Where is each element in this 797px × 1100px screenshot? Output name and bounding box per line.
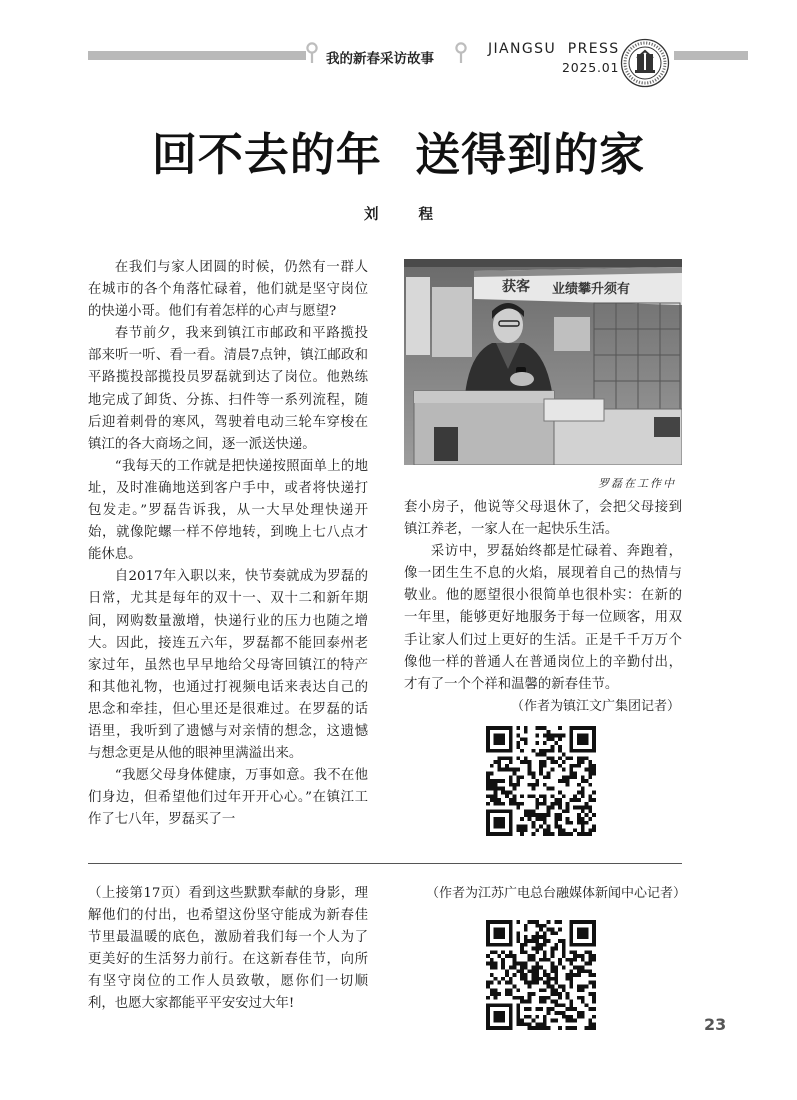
- article-author: 刘 程: [363, 207, 444, 223]
- pin-icon: [306, 42, 318, 64]
- issue-number: 2025.01: [562, 60, 620, 75]
- journal-name: JIANGSU PRESS: [488, 41, 620, 57]
- paragraph: 套小房子，他说等父母退休了，会把父母接到镇江养老，一家人在一起快乐生活。: [404, 500, 682, 538]
- article-title: 回不去的年 送得到的家: [151, 128, 646, 181]
- header-bar-left: [88, 51, 306, 60]
- banner-text: 获客: [502, 279, 530, 295]
- paragraph: 采访中，罗磊始终都是忙碌着、奔跑着，像一团生生不息的火焰，展现着自己的热情与敬业。他的愿望很小很简单也很朴实：在新的一年里，能够更好地服务于每一位顾客，用双手让家人们过上更好的生活。正是千千万万个像他一样的普通人在普通岗位上的辛勤付出，才有了一个个祥和温馨的新春佳节。: [404, 544, 682, 692]
- section-label: 我的新春采访故事: [326, 51, 434, 67]
- paragraph: （上接第17页）看到这些默默奉献的身影，理解他们的付出，也希望这份坚守能成为新春佳节里最温暖的底色，激励着我们每一个人为了更美好的生活努力前行。在这新春佳节，向所有坚守岗位的工作人员致敬，愿你们一切顺利，也愿大家都能平平安安过大年!: [88, 886, 368, 1012]
- page-number: 23: [704, 1015, 727, 1034]
- paragraph: “我每天的工作就是把快递按照面单上的地址，及时准确地送到客户手中，或者将快递打包发走。”罗磊告诉我，从一大早处理快递开始，就像陀螺一样不停地转，到晚上七八点才能休息。: [88, 458, 368, 563]
- paragraph: 春节前夕，我来到镇江市邮政和平路揽投部来听一听、看一看。清晨7点钟，镇江邮政和平路揽投部揽投员罗磊就到达了岗位。他熟练地完成了卸货、分拣、扫件等一系列流程，随后迎着刺骨的寒风，驾驶着电动三轮车穿梭在镇江的各大商场之间，逐一派送快递。: [88, 326, 368, 452]
- author-note: （作者为江苏广电总台融媒体新闻中心记者）: [425, 886, 686, 901]
- article-photo: [404, 259, 682, 465]
- banner-text: 业绩攀升须有: [552, 282, 631, 297]
- paragraph: 在我们与家人团圆的时候，仍然有一群人在城市的各个角落忙碌着，他们就是坚守岗位的快递小哥。他们有着怎样的心声与愿望?: [88, 260, 368, 320]
- article-body-right: [404, 497, 682, 696]
- pin-icon: [455, 42, 467, 64]
- header-bar-right: [674, 51, 748, 60]
- continued-text: [88, 883, 368, 1016]
- paragraph: 自2017年入职以来，快节奏就成为罗磊的日常，尤其是每年的双十一、双十二和新年期间，网购数量激增，快递行业的压力也随之增大。因此，接连五六年，罗磊都不能回泰州老家过年，虽然也早早地给父母寄回镇江的特产和其他礼物，也通过打视频电话来表达自己的思念和牵挂，但心里还是很难过。在罗磊的话语里，我听到了遗憾与对亲情的想念，这遗憾与想念更是从他的眼神里满溢出来。: [88, 569, 368, 762]
- author-note: （作者为镇江文广集团记者）: [510, 699, 680, 714]
- section-divider: [88, 863, 682, 864]
- photo-caption: 罗磊在工作中: [598, 477, 676, 490]
- journal-seal-icon: [620, 38, 670, 88]
- article-body-left: [88, 257, 368, 831]
- paragraph: “我愿父母身体健康，万事如意。我不在他们身边，但希望他们过年开开心心。”在镇江工作了七八年，罗磊买了一: [88, 768, 368, 828]
- qr-code: [486, 726, 596, 836]
- qr-code: [486, 920, 596, 1030]
